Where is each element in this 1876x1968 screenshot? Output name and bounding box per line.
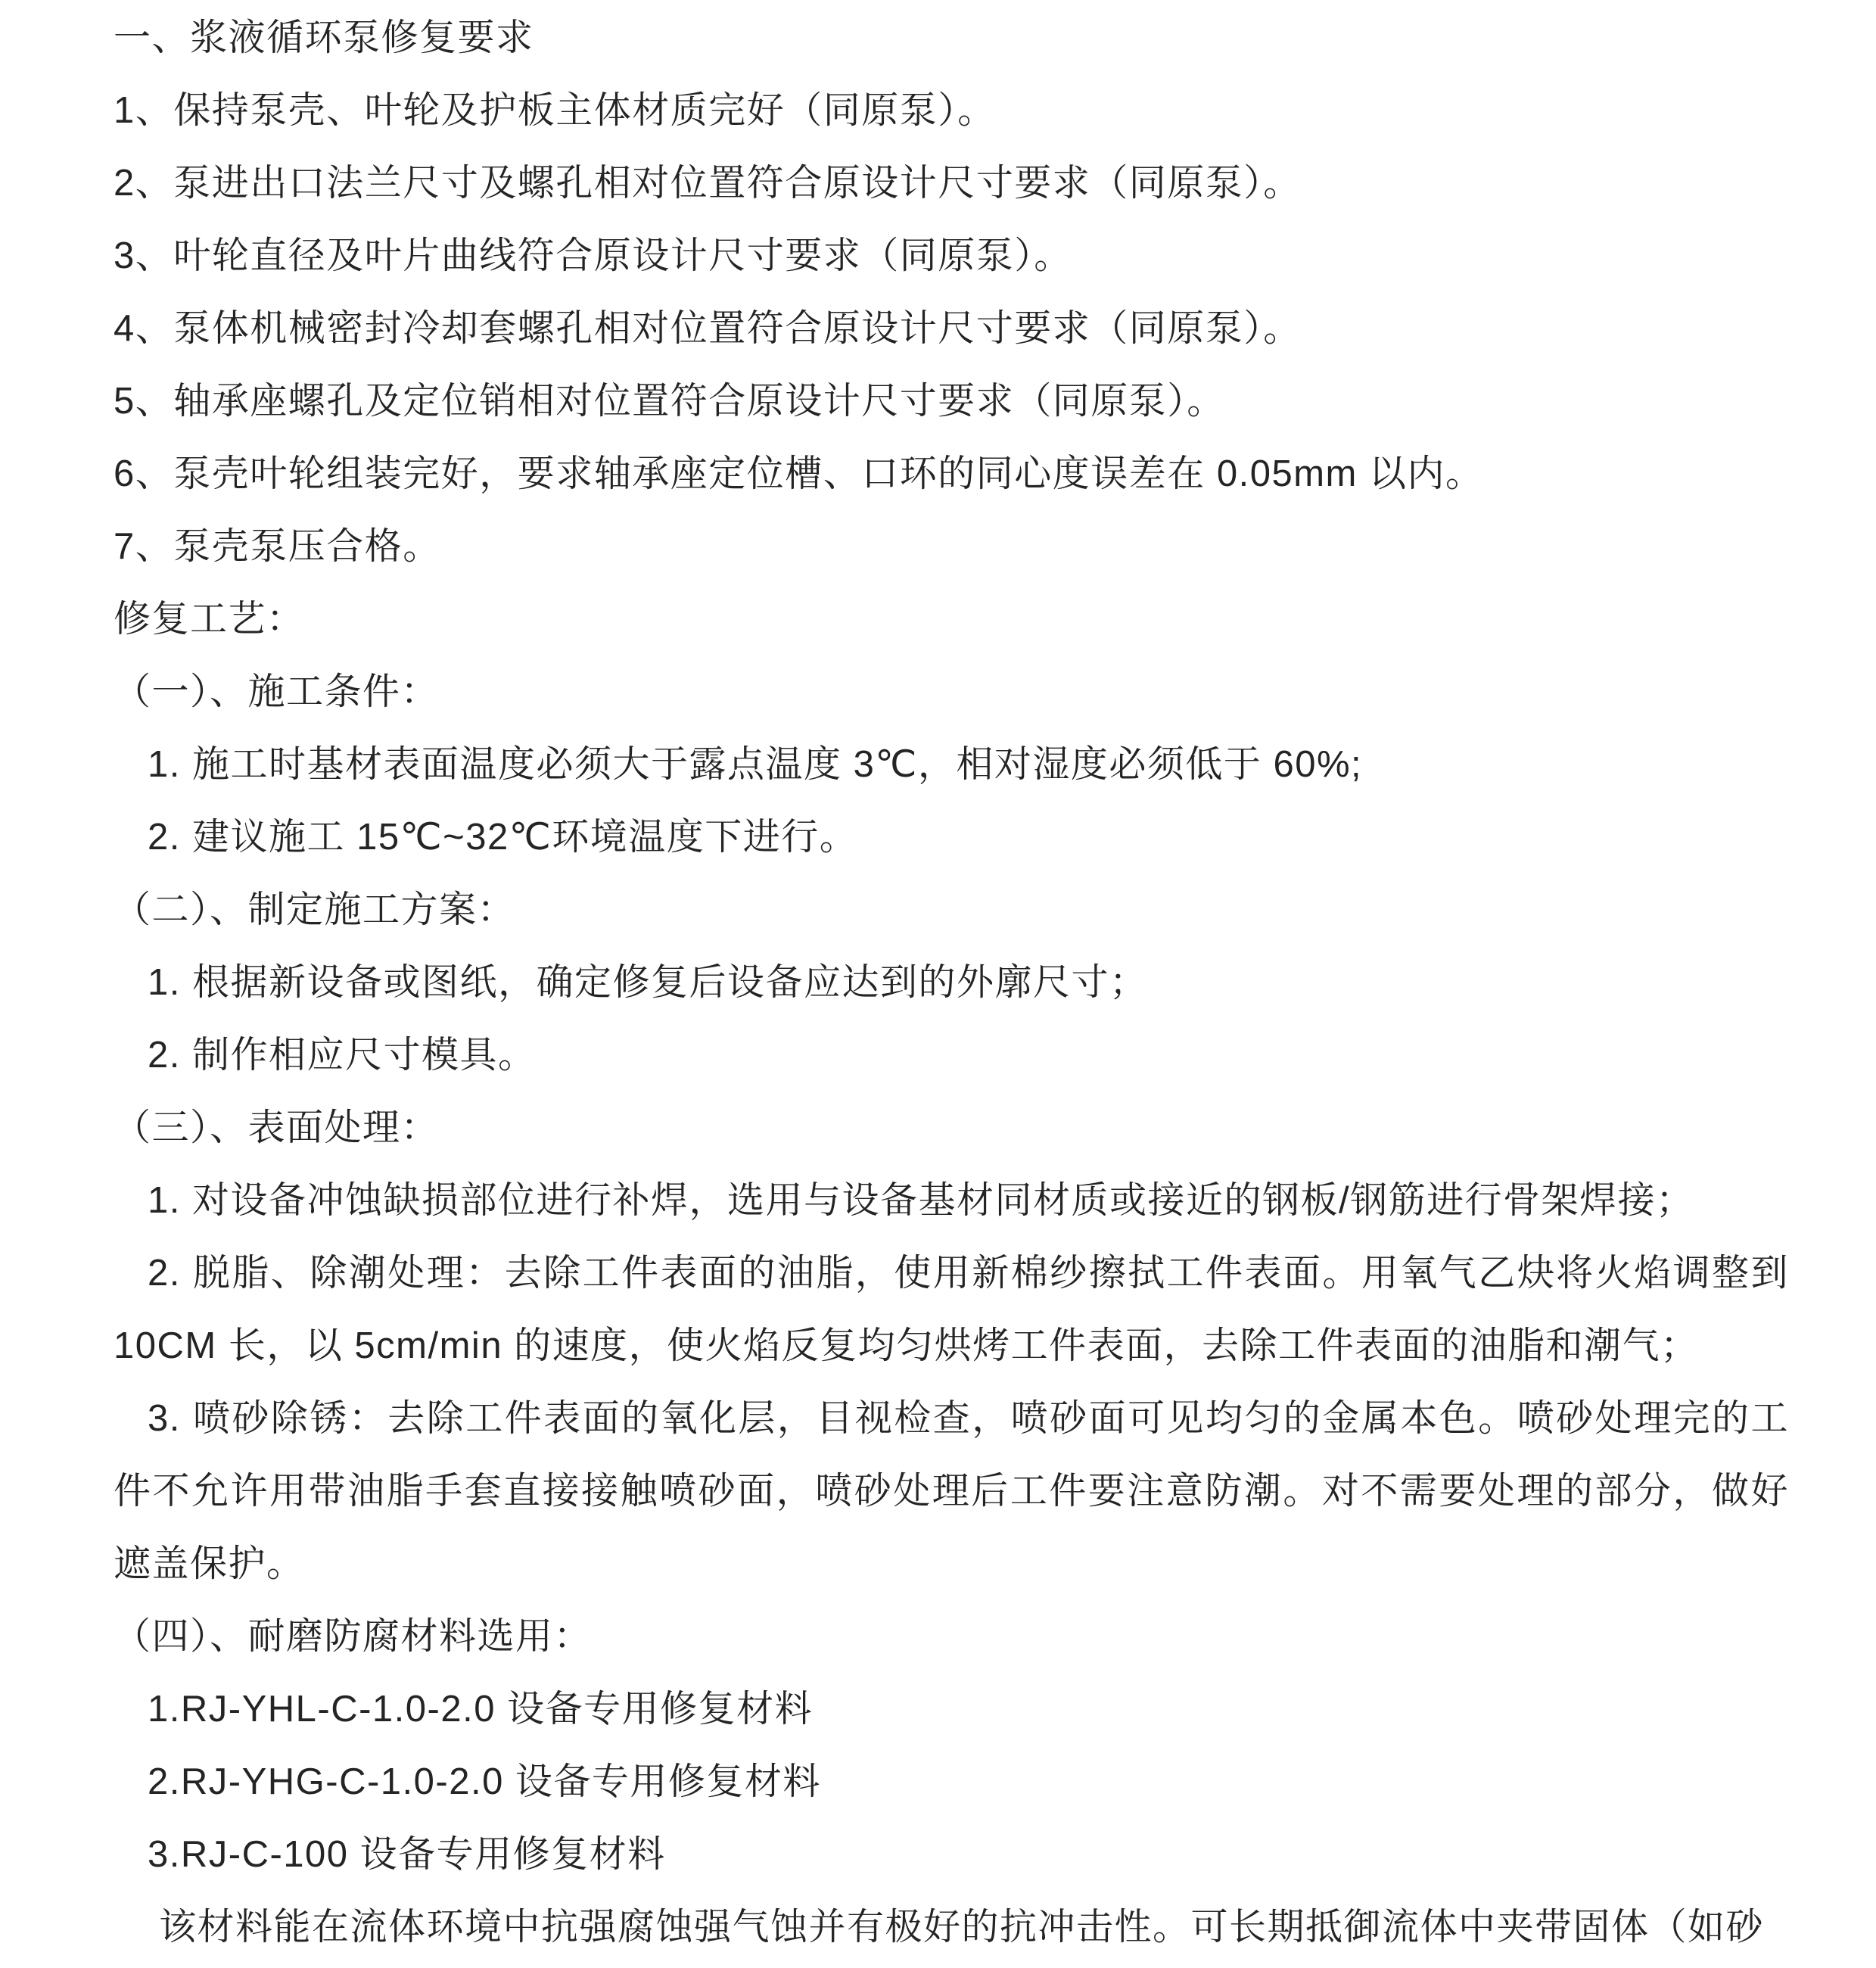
section-4-heading: （四）、耐磨防腐材料选用： — [114, 1616, 593, 1657]
section-3-item-3: 3. 喷砂除锈：去除工件表面的氧化层，目视检查，喷砂面可见均匀的金属本色。喷砂处理完的工件不允许用带油脂手套直接接触喷砂面，喷砂处理后工件要注意防潮。对不需要处理的部分，做好遮盖保护。 — [114, 1398, 1789, 1584]
section-4-item-1: 1.RJ-YHL-C-1.0-2.0 设备专用修复材料 — [148, 1689, 814, 1730]
section-1-item-1: 1. 施工时基材表面温度必须大于露点温度 3℃，相对湿度必须低于 60%; — [148, 744, 1363, 785]
document-title: 一、浆液循环泵修复要求 — [114, 17, 534, 58]
section-3-item-1: 1. 对设备冲蚀缺损部位进行补焊，选用与设备基材同材质或接近的钢板/钢筋进行骨架焊接； — [148, 1180, 1694, 1221]
requirement-item-6: 6、泵壳叶轮组装完好，要求轴承座定位槽、口环的同心度误差在 0.05mm 以内。 — [114, 453, 1484, 494]
requirement-item-1: 1、保持泵壳、叶轮及护板主体材质完好（同原泵）。 — [114, 90, 996, 131]
section-3-heading: （三）、表面处理： — [114, 1107, 440, 1148]
section-2-heading: （二）、制定施工方案： — [114, 889, 516, 930]
requirement-item-2: 2、泵进出口法兰尺寸及螺孔相对位置符合原设计尺寸要求（同原泵）。 — [114, 163, 1302, 204]
closing-paragraph: 该材料能在流体环境中抗强腐蚀强气蚀并有极好的抗冲击性。可长期抵御流体中夹带固体（如砂 — [159, 1907, 1765, 1948]
requirement-item-5: 5、轴承座螺孔及定位销相对位置符合原设计尺寸要求（同原泵）。 — [114, 381, 1225, 422]
section-1-heading: （一）、施工条件： — [114, 671, 440, 712]
section-4-item-2: 2.RJ-YHG-C-1.0-2.0 设备专用修复材料 — [148, 1761, 821, 1802]
section-4-item-3: 3.RJ-C-100 设备专用修复材料 — [148, 1834, 666, 1875]
requirement-item-3: 3、叶轮直径及叶片曲线符合原设计尺寸要求（同原泵）。 — [114, 235, 1072, 276]
requirement-item-7: 7、泵壳泵压合格。 — [114, 526, 441, 567]
section-2-item-2: 2. 制作相应尺寸模具。 — [148, 1035, 537, 1076]
process-heading: 修复工艺： — [114, 599, 305, 640]
requirement-item-4: 4、泵体机械密封冷却套螺孔相对位置符合原设计尺寸要求（同原泵）。 — [114, 308, 1302, 349]
section-3-item-2: 2. 脱脂、除潮处理：去除工件表面的油脂，使用新棉纱擦拭工件表面。用氧气乙炔将火焰调整到 10CM 长，以 5cm/min 的速度，使火焰反复均匀烘烤工件表面，去除工件表面的油脂和潮气； — [114, 1253, 1789, 1366]
section-1-item-2: 2. 建议施工 15℃~32℃环境温度下进行。 — [148, 817, 858, 858]
section-2-item-1: 1. 根据新设备或图纸，确定修复后设备应达到的外廓尺寸； — [148, 962, 1148, 1003]
